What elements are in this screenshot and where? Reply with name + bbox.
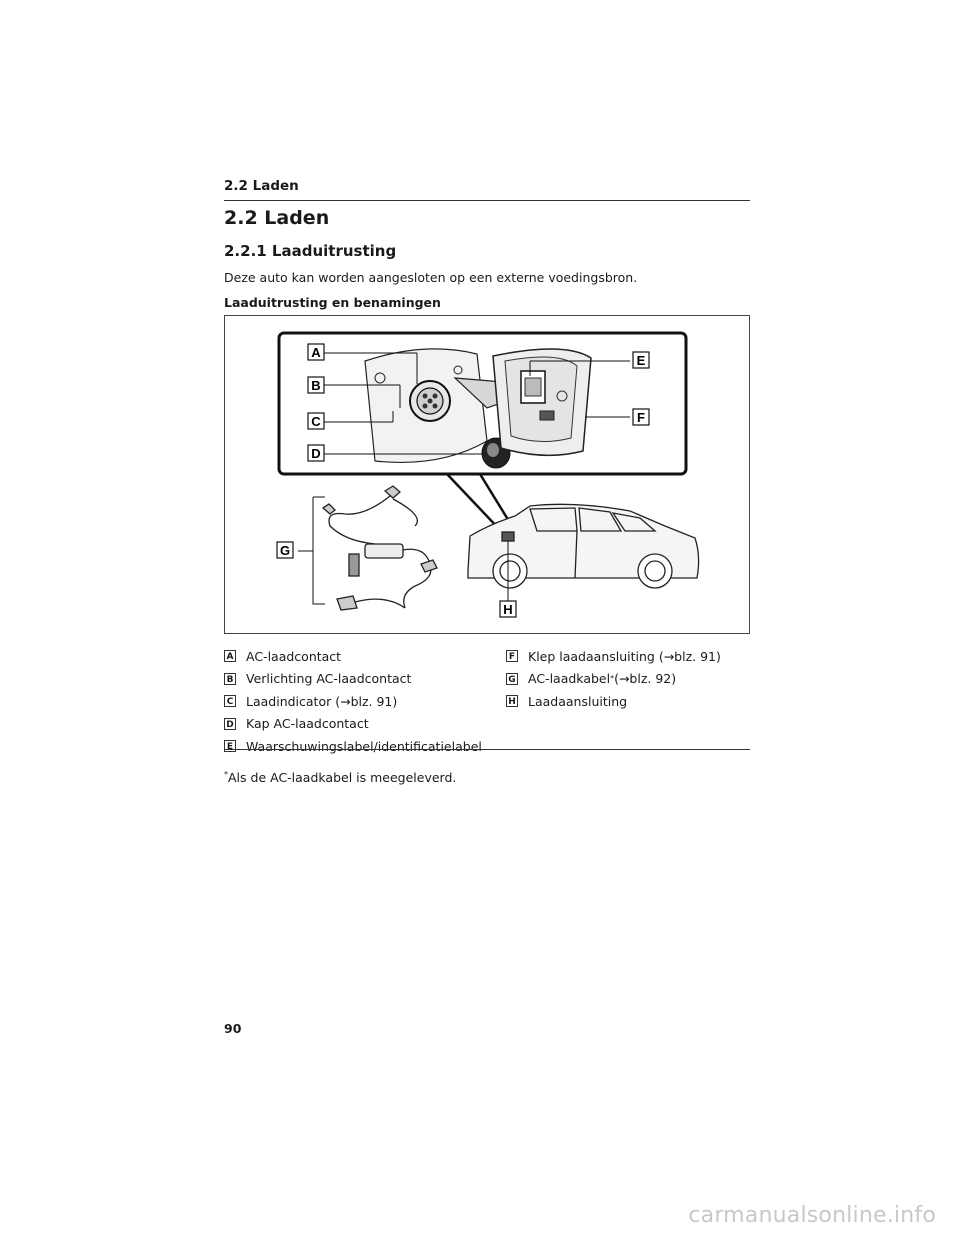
charging-equipment-illustration — [224, 315, 750, 634]
callout-G — [277, 542, 293, 558]
legend-text: Waarschuwingslabel/identificatielabel — [246, 738, 482, 754]
callout-H — [500, 601, 516, 617]
svg-text:G: G — [279, 543, 291, 558]
svg-text:H: H — [503, 602, 513, 617]
running-header: 2.2 Laden — [224, 178, 750, 201]
legend-key: C — [224, 695, 236, 707]
svg-text:F: F — [637, 410, 645, 425]
legend-text: Laadindicator (→blz. 91) — [246, 693, 398, 709]
section-title: 2.2 Laden — [224, 207, 330, 229]
legend-item — [506, 645, 721, 668]
legend-text: AC-laadkabel — [528, 671, 611, 687]
figure-caption: Laaduitrusting en benamingen — [224, 295, 441, 310]
vehicle-icon — [468, 504, 699, 588]
subsection-title: 2.2.1 Laaduitrusting — [224, 242, 397, 260]
legend-item — [224, 690, 482, 713]
callout-C — [308, 413, 324, 429]
front-wheel-icon — [638, 554, 672, 588]
legend-column-right — [506, 645, 721, 713]
svg-text:D: D — [311, 446, 321, 461]
charging-port-location-icon — [502, 532, 514, 541]
footnote-marker: * — [610, 674, 615, 684]
callout-D — [308, 445, 324, 461]
svg-text:B: B — [311, 378, 321, 393]
page-number: 90 — [224, 1021, 242, 1036]
legend-text-suffix: (→blz. 92) — [614, 671, 677, 687]
callout-A — [308, 344, 324, 360]
legend-item — [224, 668, 482, 691]
legend-item — [224, 713, 482, 736]
legend-divider — [224, 749, 750, 750]
legend-item — [506, 690, 721, 713]
legend-key: B — [224, 673, 236, 685]
legend-text: AC-laadcontact — [246, 648, 342, 664]
legend-key: A — [224, 650, 236, 662]
intro-paragraph: Deze auto kan worden aangesloten op een externe voedingsbron. — [224, 270, 638, 285]
legend-text: Klep laadaansluiting (→blz. 91) — [528, 648, 721, 664]
callout-F — [633, 409, 649, 425]
callout-E — [633, 352, 649, 368]
callout-B — [308, 377, 324, 393]
legend-text: Laadaansluiting — [528, 693, 628, 709]
watermark: carmanualsonline.info — [688, 1203, 936, 1228]
legend-column-left — [224, 645, 482, 758]
legend-key: F — [506, 650, 518, 662]
legend-item — [506, 668, 721, 691]
footnote-text: Als de AC-laadkabel is meegeleverd. — [228, 770, 457, 786]
rear-wheel-icon — [493, 554, 527, 588]
footnote-mark: * — [224, 770, 228, 779]
legend-text: Verlichting AC-laadcontact — [246, 671, 412, 687]
footnote — [224, 770, 456, 785]
legend-key: G — [506, 673, 518, 685]
svg-text:C: C — [311, 414, 321, 429]
legend-key: D — [224, 718, 236, 730]
legend-key: H — [506, 695, 518, 707]
ac-charging-cable-icon — [323, 486, 437, 610]
svg-text:E: E — [636, 353, 646, 368]
legend-item — [224, 645, 482, 668]
legend-text: Kap AC-laadcontact — [246, 716, 369, 732]
legend-item — [224, 735, 482, 758]
legend-key: E — [224, 740, 236, 752]
svg-text:A: A — [311, 345, 321, 360]
